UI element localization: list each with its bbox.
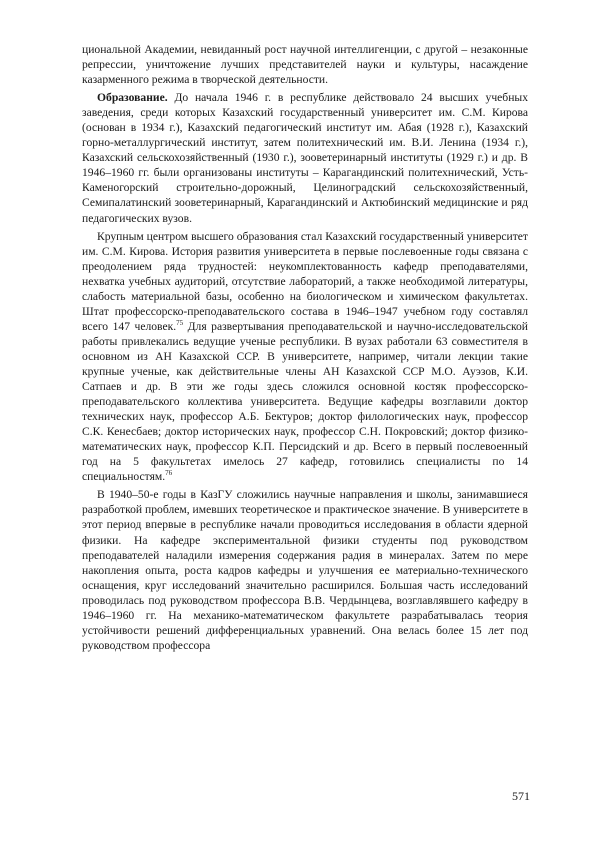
paragraph-text: Для развертывания преподавательской и научно-исследовательской работы привлекались ведущие ученые республики. В вузах работали 63 совместителя в основном из АН Казахской ССР. В университете, например, читали лекции такие крупные ученые, как действительные члены АН Казахской ССР М.О. Ауэзов, К.И. Сатпаев и др. В эти же годы здесь сложился основной костяк профессорско-преподавательского коллектива университета. Ведущие кафедры возглавили доктор технических наук, профессор А.Б. Бектуров; доктор филологических наук, профессор С.К. Кенесбаев; доктор исторических наук, профессор С.Н. Покровский; доктор физико-математических наук, профессор К.П. Персидский и др. Всего в первый послевоенный год на 5 факультетах имелось 27 кафедр, готовились специалисты по 14 специальностям. [82,319,529,484]
paragraph-text: Крупным центром высшего образования стал Казахский государственный университет им. С.М. Кирова. История развития университета в первые послевоенные годы связана с преодолением ряда трудностей: неукомплектованность кафедр преподавателями, нехватка учебных аудиторий, отсутствие лабораторий, а также необходимой литературы, слабость материальной базы, особенно на биологическом и химическом факультетах. Штат профессорско-преподавательского состава в 1946–1947 учебном году составлял всего 147 человек. [82,229,528,333]
paragraph-education [82,90,528,225]
paragraph-text: До начала 1946 г. в республике действовало 24 высших учебных заведения, среди которых Казахский государственный университет им. С.М. Кирова (основан в 1934 г.), Казахский педагогический институт им. Абая (1928 г.), Казахский горно-металлургический институт, затем политехнический им. В.И. Ленина (1934 г.), Казахский сельскохозяйственный (1930 г.), зооветеринарный институты (1929 г.) и др. В 1946–1960 гг. были организованы институты – Карагандинский политехнический, Усть-Каменогорский строительно-дорожный, Целиноградский сельскохозяйственный, Семипалатинский зооветеринарный, Карагандинский и Актюбинский медицинские и ряд педагогических вузов. [82,91,528,225]
page-number: 571 [512,789,530,803]
page-body [82,42,528,656]
paragraph-research [82,487,528,653]
paragraph-text: циональной Академии, невиданный рост научной интеллигенции, с другой – незаконные репрессии, уничтожение лучших представителей науки и культуры, насаждение казарменного режима в творческой деятельности. [82,43,528,87]
footnote-ref: 76 [165,469,173,478]
paragraph-university [82,229,528,485]
section-heading: Образование. [97,91,168,105]
paragraph-text: В 1940–50-е годы в КазГУ сложились научные направления и школы, занимавшиеся разработкой проблем, имевших теоретическое и практическое значение. В университете в этот период впервые в республике начали проводиться исследования в области ядерной физики. На кафедре экспериментальной физики студенты под руководством преподавателей наладили измерения содержания радия в минералах. Затем по мере накопления опыта, роста кадров кафедры и улучшения ее материально-технического оснащения, круг исследований значительно расширился. Большая часть исследований проводилась под руководством профессора В.В. Чердынцева, возглавлявшего кафедру в 1946–1960 гг. На механико-математическом факультете разрабатывалась теория устойчивости решений дифференциальных уравнений. Она велась более 15 лет под руководством профессора [82,488,528,652]
paragraph-continuation [82,42,528,87]
footnote-ref: 75 [176,318,184,327]
